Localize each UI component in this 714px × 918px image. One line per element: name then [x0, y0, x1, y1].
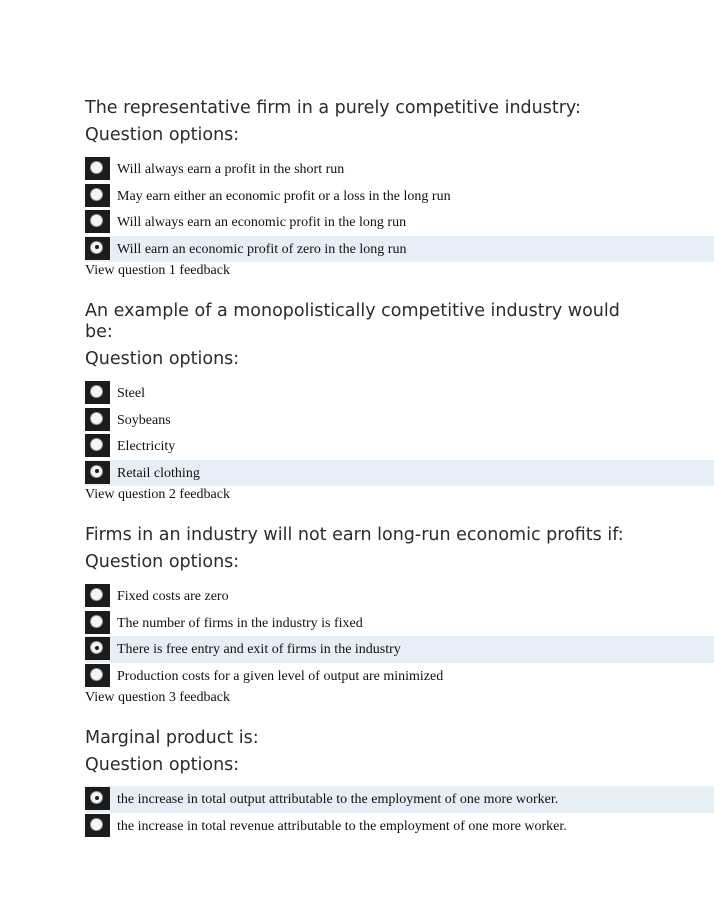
- radio-unchecked-icon[interactable]: [85, 584, 110, 607]
- options-list: [85, 380, 714, 486]
- question-options-label: Question options:: [85, 349, 240, 369]
- radio-unchecked-icon[interactable]: [85, 408, 110, 431]
- question-text: An example of a monopolistically competitive industry would be:: [85, 301, 620, 342]
- option-row[interactable]: [85, 236, 714, 263]
- radio-unchecked-icon[interactable]: [85, 814, 110, 837]
- radio-checked-icon[interactable]: [85, 237, 110, 260]
- question-options-label: Question options:: [85, 125, 240, 145]
- option-label: Production costs for a given level of output are minimized: [117, 668, 444, 684]
- options-list: [85, 583, 714, 689]
- question-text: Firms in an industry will not earn long-run economic profits if:: [85, 525, 624, 545]
- view-feedback-link[interactable]: View question 1 feedback: [85, 263, 230, 278]
- option-label: the increase in total output attributable to the employment of one more worker.: [117, 792, 559, 807]
- option-row[interactable]: [85, 460, 714, 487]
- option-row[interactable]: [85, 786, 714, 813]
- radio-unchecked-icon[interactable]: [85, 157, 110, 180]
- option-label: Will always earn a profit in the short run: [117, 162, 345, 177]
- question-options-label: Question options:: [85, 552, 240, 572]
- option-row[interactable]: [85, 433, 714, 460]
- option-label: The number of firms in the industry is fixed: [117, 615, 363, 631]
- options-list: [85, 786, 714, 839]
- question-block: [85, 97, 714, 280]
- option-label: the increase in total revenue attributable to the employment of one more worker.: [117, 818, 567, 834]
- option-label: There is free entry and exit of firms in the industry: [117, 642, 401, 657]
- question-options-label: Question options:: [85, 755, 240, 775]
- radio-unchecked-icon[interactable]: [85, 381, 110, 404]
- view-feedback-link[interactable]: View question 3 feedback: [85, 690, 230, 705]
- question-block: [85, 727, 714, 839]
- option-row[interactable]: [85, 583, 714, 610]
- question-text: Marginal product is:: [85, 728, 259, 748]
- option-label: Retail clothing: [117, 465, 200, 481]
- option-label: Electricity: [117, 439, 176, 454]
- radio-unchecked-icon[interactable]: [85, 664, 110, 687]
- option-row[interactable]: [85, 663, 714, 690]
- option-row[interactable]: [85, 380, 714, 407]
- radio-unchecked-icon[interactable]: [85, 210, 110, 233]
- option-row[interactable]: [85, 813, 714, 840]
- option-row[interactable]: [85, 610, 714, 637]
- radio-checked-icon[interactable]: [85, 787, 110, 810]
- option-label: Fixed costs are zero: [117, 589, 229, 604]
- option-row[interactable]: [85, 156, 714, 183]
- option-row[interactable]: [85, 209, 714, 236]
- radio-unchecked-icon[interactable]: [85, 611, 110, 634]
- radio-unchecked-icon[interactable]: [85, 434, 110, 457]
- radio-unchecked-icon[interactable]: [85, 184, 110, 207]
- view-feedback-link[interactable]: View question 2 feedback: [85, 487, 230, 502]
- option-label: Will always earn an economic profit in the long run: [117, 215, 407, 230]
- option-row[interactable]: [85, 636, 714, 663]
- question-text: The representative firm in a purely competitive industry:: [85, 98, 581, 118]
- option-label: Soybeans: [117, 412, 171, 428]
- radio-checked-icon[interactable]: [85, 461, 110, 484]
- option-label: Will earn an economic profit of zero in the long run: [117, 241, 407, 257]
- option-row[interactable]: [85, 407, 714, 434]
- radio-checked-icon[interactable]: [85, 637, 110, 660]
- question-block: [85, 300, 714, 504]
- option-label: May earn either an economic profit or a loss in the long run: [117, 188, 451, 204]
- option-row[interactable]: [85, 183, 714, 210]
- question-block: [85, 524, 714, 707]
- options-list: [85, 156, 714, 262]
- option-label: Steel: [117, 386, 145, 401]
- quiz-review: [85, 97, 714, 839]
